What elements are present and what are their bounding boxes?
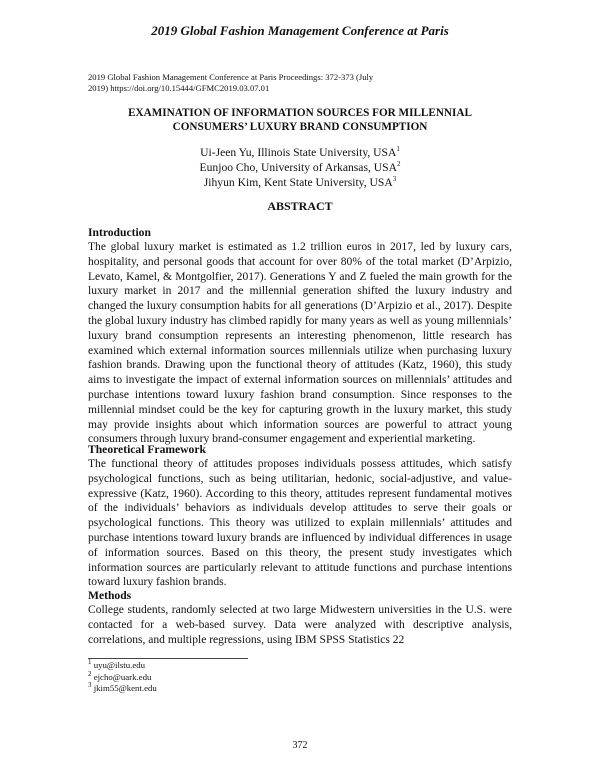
footnote-email: ejcho@uark.edu	[93, 671, 152, 682]
citation-line: 2019 Global Fashion Management Conference at Paris Proceedings: 372-373 (July	[88, 72, 374, 82]
title-line: EXAMINATION OF INFORMATION SOURCES FOR MILLENNIAL	[128, 107, 472, 119]
author-line	[0, 160, 600, 175]
title-line: CONSUMERS’ LUXURY BRAND CONSUMPTION	[172, 121, 428, 133]
running-header: 2019 Global Fashion Management Conference at Paris	[151, 23, 449, 38]
author-list	[0, 145, 600, 190]
paper-title	[0, 106, 600, 134]
section-heading-methods: Methods	[88, 589, 132, 602]
author-footnote-mark: 1	[396, 145, 400, 154]
footnote-mark: 1	[88, 658, 92, 667]
footnote-divider	[88, 658, 248, 659]
section-heading-theoretical-framework: Theoretical Framework	[88, 443, 206, 456]
citation-line: 2019) https://doi.org/10.15444/GFMC2019.03.07.01	[88, 83, 270, 93]
author-footnote-mark: 2	[396, 160, 401, 169]
author-affiliation: Eunjoo Cho, University of Arkansas, USA	[199, 161, 397, 174]
footnote	[88, 683, 157, 695]
author-line	[0, 175, 600, 190]
footnote	[88, 660, 157, 672]
section-body-theoretical-framework: The functional theory of attitudes proposes individuals possess attitudes, which satisfy psychological functions, such as being utilitarian, hedonic, social-adjustive, and value-expressive (Katz, 1960). According to this theory, attitudes represent fundamental motives of the individuals’ behaviors as individuals develop attitudes to serve their goals or psychological functions. This theory was utilized to explain millennials’ attitudes and purchase intentions toward luxury brands are influenced by individual differences in usage of information sources. Based on this theory, the present study investigates which information sources are particularly relevant to attitude functions and purchase intentions toward luxury fashion brands.	[88, 458, 512, 589]
footnotes	[88, 660, 157, 695]
page-number: 372	[292, 740, 308, 751]
footnote-mark: 3	[88, 681, 92, 690]
abstract-heading: ABSTRACT	[267, 199, 333, 213]
footnote-mark: 2	[88, 669, 92, 678]
author-affiliation: Jihyun Kim, Kent State University, USA	[203, 176, 393, 189]
citation-block	[88, 72, 418, 94]
footnote-email: uyu@ilstu.edu	[93, 660, 146, 670]
footnote-email: jkim55@kent.edu	[93, 683, 157, 693]
author-footnote-mark: 3	[392, 175, 397, 184]
section-heading-introduction: Introduction	[88, 226, 151, 239]
section-body-methods: College students, randomly selected at two large Midwestern universities in the U.S. were contacted for a web-based survey. Data were analyzed with descriptive analysis, correlations, and multiple regressions, using IBM SPSS Statistics 22	[88, 604, 512, 646]
author-line	[0, 145, 600, 160]
section-body-introduction: The global luxury market is estimated as 1.2 trillion euros in 2017, led by luxury cars, hospitality, and personal goods that account for over 80% of the total market (D’Arpizio, Levato, Kamel, & Montgolfier, 2017). Generations Y and Z fueled the main growth for the luxury market in 2017 and the millennial generation shifted the luxury industry and changed the luxury consumption habits for all generations (D’Arpizio et al., 2017). Despite the global luxury industry has climbed rapidly for many years as well as young millennials’ luxury brand consumption represents an interesting phenomenon, little research has examined which external information sources millennials utilize when purchasing luxury fashion brands. Drawing upon the functional theory of attitudes (Katz, 1960), this study aims to investigate the impact of external information sources on millennials’ attitudes and purchase intentions toward luxury fashion brand consumption. Since responses to the millennial mindset could be the key for capturing growth in the luxury market, this study may provide insights about which information sources are powerful to attract young consumers through luxury brand-consumer engagement and experiential marketing.	[88, 241, 512, 446]
author-affiliation: Ui-Jeen Yu, Illinois State University, USA	[200, 146, 397, 159]
footnote	[88, 669, 157, 684]
